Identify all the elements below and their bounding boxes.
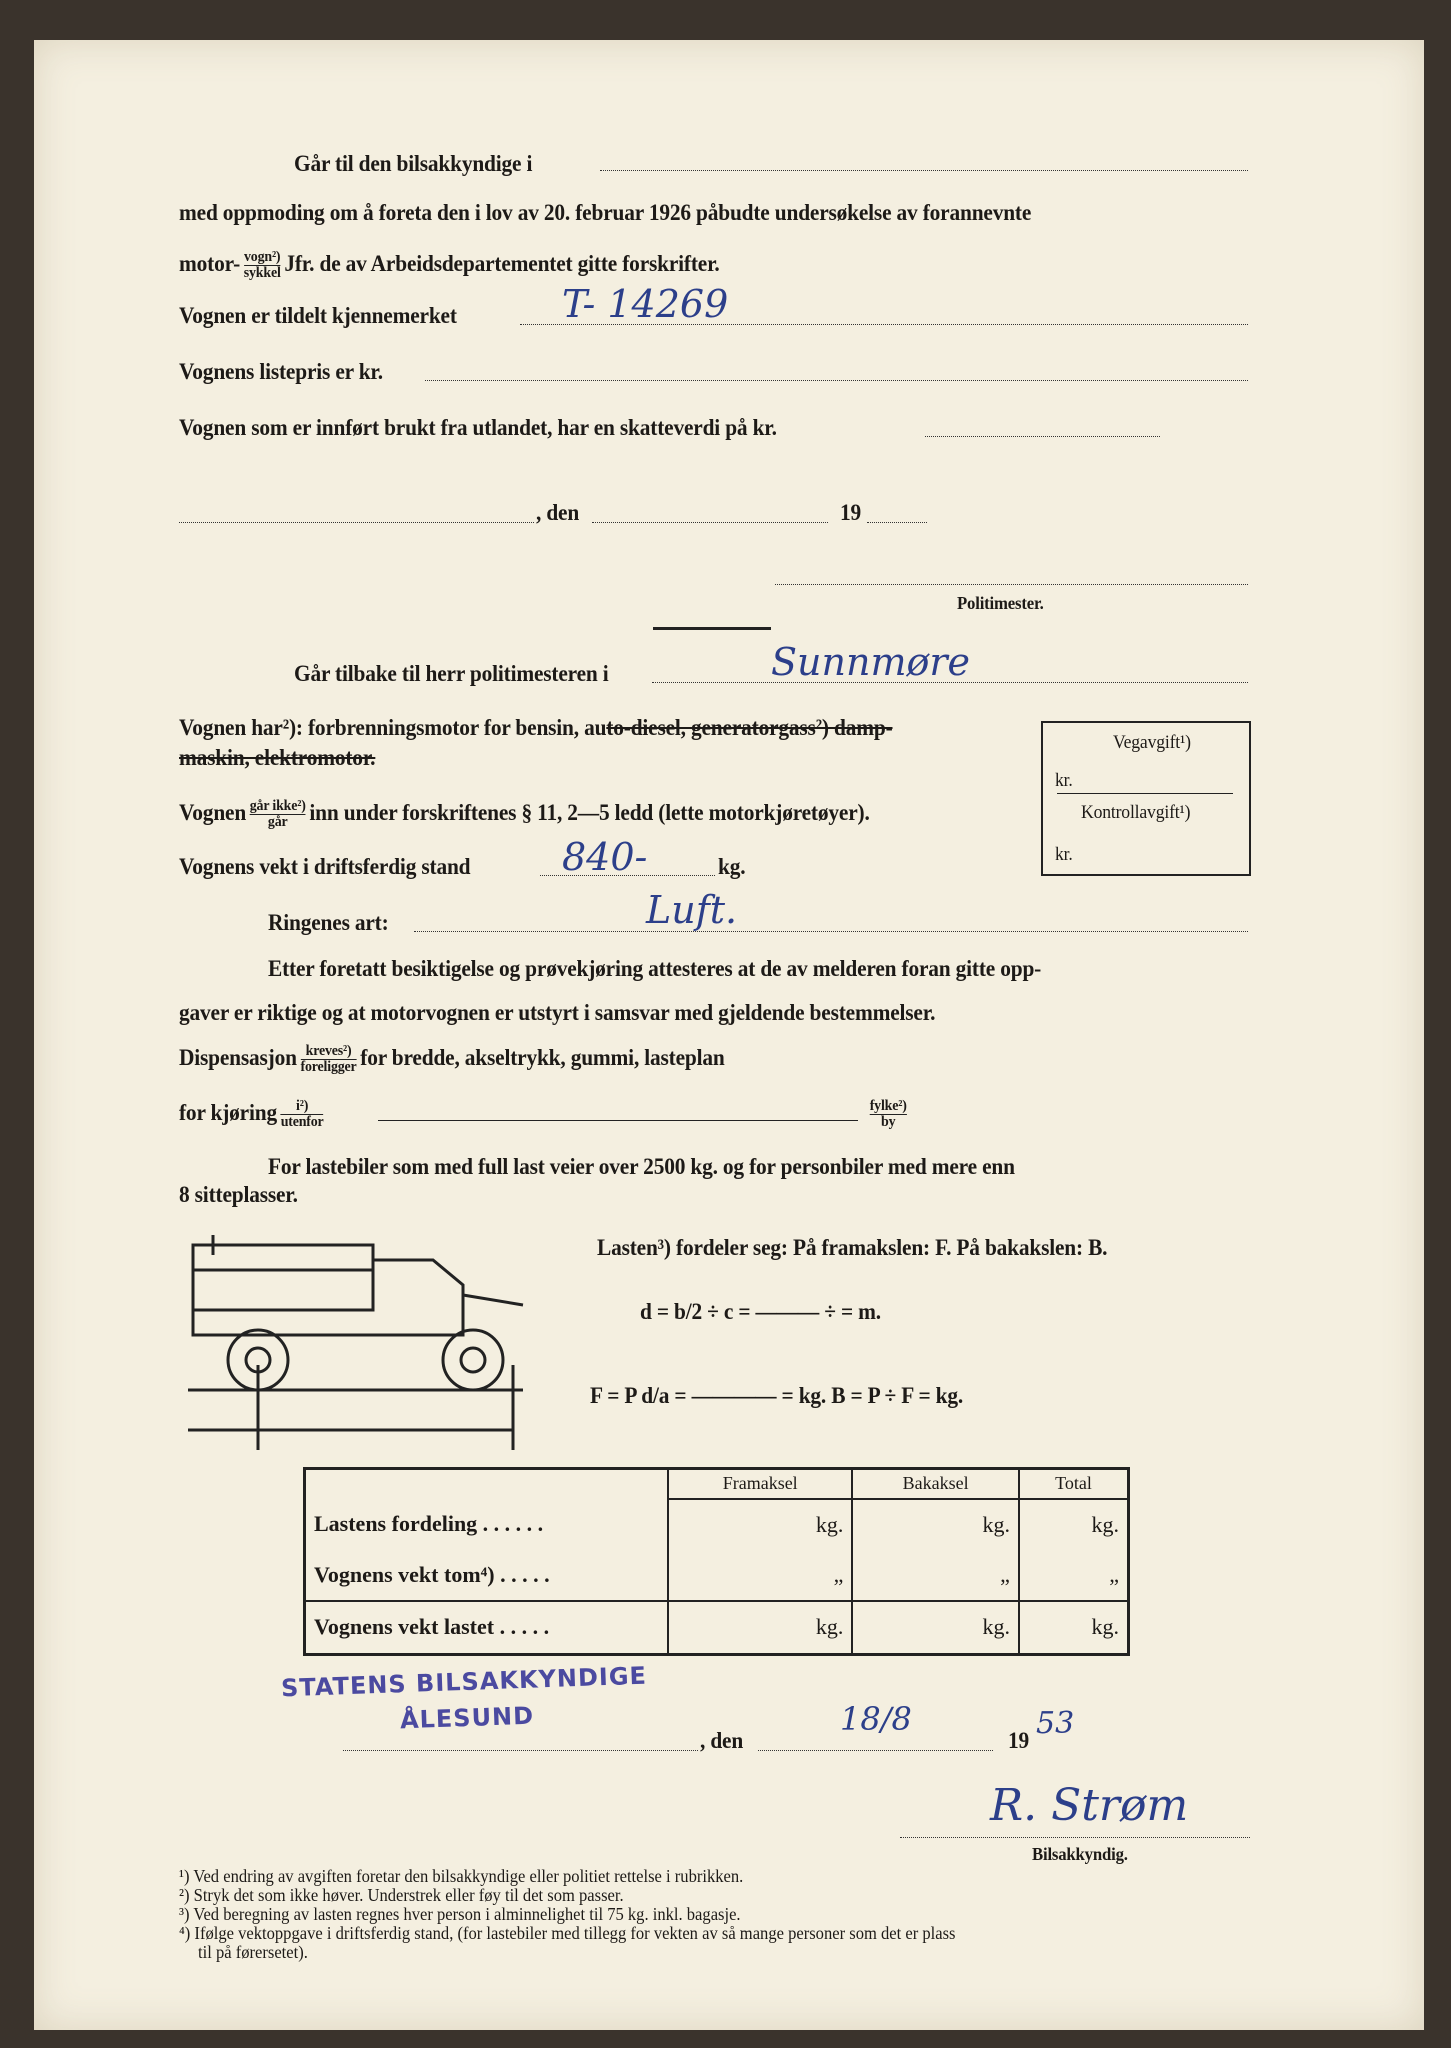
field-line — [925, 436, 1160, 437]
field-line — [867, 522, 927, 523]
den-label: , den — [536, 500, 580, 525]
divider — [1057, 793, 1233, 794]
signature-line — [775, 584, 1248, 585]
kg-label: kg. — [718, 854, 746, 879]
text: motor- — [179, 250, 241, 276]
line-listepris: Vognens listepris er kr. — [179, 359, 383, 384]
year-label: 19 — [840, 500, 862, 525]
kr-label: kr. — [1055, 844, 1073, 865]
struck-text: to-diesel, generatorgass²) damp- — [606, 715, 893, 740]
handwritten-date: 18/8 — [840, 1700, 912, 1738]
den: går — [267, 814, 288, 830]
line-gar-ikke — [179, 799, 870, 830]
unit: kg. — [852, 1601, 1019, 1655]
formula-f: F = P d/a = ———— = kg. B = P ÷ F = kg. — [590, 1383, 964, 1408]
bilsakkyndig-label: Bilsakkyndig. — [1032, 1844, 1128, 1864]
handwritten-year: 53 — [1036, 1706, 1075, 1741]
kr-label: kr. — [1055, 770, 1073, 791]
text: Dispensasjon — [179, 1044, 297, 1070]
field-line — [425, 380, 1248, 381]
kontrollavgift-label: Kontrollavgift¹) — [1081, 802, 1191, 823]
num: vogn²) — [243, 249, 281, 265]
divider — [653, 627, 771, 630]
unit: „ — [1019, 1550, 1129, 1601]
year-label: 19 — [1008, 1728, 1030, 1753]
header-total: Total — [1019, 1469, 1129, 1499]
unit: kg. — [668, 1499, 852, 1550]
footnote-3: ³) Ved beregning av lasten regnes hver person i alminnelighet til 75 kg. inkl. bagasje. — [179, 1904, 741, 1924]
num: kreves²) — [301, 1044, 357, 1060]
handwritten-signature: R. Strøm — [990, 1780, 1189, 1831]
row-label: Vognens vekt lastet . . . . . — [314, 1614, 550, 1640]
line-attest: Etter foretatt besiktigelse og prøvekjøring attesteres at de av melderen foran gitte opp- — [268, 956, 1042, 981]
line-kjennemerket: Vognen er tildelt kjennemerket — [179, 303, 457, 328]
footnote-2: ²) Stryk det som ikke høver. Understrek eller føy til det som passer. — [179, 1885, 624, 1905]
truck-diagram — [183, 1215, 535, 1450]
num: fylke²) — [869, 1098, 907, 1114]
fraction — [244, 250, 281, 281]
den-label: , den — [700, 1728, 744, 1753]
handwritten-weight: 840- — [562, 835, 648, 879]
fraction — [250, 799, 306, 830]
text: Jfr. de av Arbeidsdepartementet gitte forskrifter. — [284, 250, 720, 276]
footnote-1: ¹) Ved endring av avgiften foretar den bilsakkyndige eller politiet rettelse i rubrikken. — [179, 1866, 744, 1886]
footnote-4: ⁴) Ifølge vektoppgave i driftsferdig stand, (for lastebiler med tillegg for vekten av så mange personer som det er plass — [179, 1923, 956, 1943]
unit: kg. — [852, 1499, 1019, 1550]
stamp-line2: ÅLESUND — [399, 1701, 535, 1735]
text: Vognen — [179, 799, 247, 825]
header-framaksel: Framaksel — [668, 1469, 852, 1499]
line-motor — [179, 250, 720, 281]
unit: kg. — [1019, 1499, 1129, 1550]
den: sykkel — [243, 265, 281, 281]
header-bakaksel: Bakaksel — [852, 1469, 1019, 1499]
field-line — [343, 1750, 698, 1751]
den: utenfor — [280, 1114, 324, 1130]
line-sitteplasser: 8 sitteplasser. — [179, 1182, 298, 1207]
footnote-4-cont: til på førersetet). — [198, 1942, 308, 1962]
line-gaver: gaver er riktige og at motorvognen er utstyrt i samsvar med gjeldende bestemmelser. — [179, 1000, 936, 1025]
line-lastebiler: For lastebiler som med full last veier over 2500 kg. og for personbiler med mere enn — [268, 1154, 1015, 1179]
vegavgift-label: Vegavgift¹) — [1113, 732, 1191, 753]
line-maskin — [179, 746, 375, 769]
text: Vognen har²): forbrenningsmotor for bensin, au — [179, 715, 607, 740]
line-kjoring — [179, 1099, 327, 1130]
load-table — [303, 1467, 1130, 1656]
stamp-line1: STATENS BILSAKKYNDIGE — [280, 1661, 648, 1703]
formula-d: d = b/2 ÷ c = ——— ÷ = m. — [640, 1299, 881, 1324]
text: for bredde, akseltrykk, gummi, lasteplan — [360, 1044, 725, 1070]
fraction — [870, 1099, 907, 1130]
line-ringenes: Ringenes art: — [268, 910, 389, 935]
row-label: Lastens fordeling . . . . . . — [314, 1511, 544, 1537]
text: for kjøring — [179, 1099, 277, 1125]
fraction — [281, 1099, 324, 1130]
field-line — [179, 522, 534, 523]
handwritten-registration: T- 14269 — [562, 282, 729, 326]
text: inn under forskriftenes § 11, 2—5 ledd (lette motorkjøretøyer). — [309, 799, 870, 825]
line-gar-tilbake: Går tilbake til herr politimesteren i — [294, 661, 609, 686]
line-skatteverdi: Vognen som er innført brukt fra utlandet, har en skatteverdi på kr. — [179, 415, 777, 440]
num: går ikke²) — [249, 798, 306, 814]
handwritten-tyre: Luft. — [646, 888, 738, 932]
field-line — [414, 931, 1248, 932]
lasten-line: Lasten³) fordeler seg: På framakslen: F. På bakakslen: B. — [597, 1235, 1108, 1260]
line-vekt: Vognens vekt i driftsferdig stand — [179, 854, 471, 879]
fylke-fraction — [866, 1099, 910, 1130]
den: by — [881, 1114, 896, 1130]
signature-line — [900, 1837, 1250, 1838]
line-dispensasjon — [179, 1044, 725, 1075]
row-label: Vognens vekt tom⁴) . . . . . — [314, 1561, 550, 1587]
unit: „ — [852, 1550, 1019, 1601]
den: foreligger — [300, 1059, 357, 1075]
num: i²) — [281, 1099, 324, 1115]
field-line — [592, 522, 828, 523]
politimester-label: Politimester. — [957, 593, 1044, 613]
struck-text: maskin, elektromotor. — [179, 745, 376, 770]
fee-box — [1041, 721, 1251, 876]
blank-cell — [305, 1469, 669, 1499]
fraction — [301, 1044, 357, 1075]
line-oppmoding: med oppmoding om å foreta den i lov av 20. februar 1926 påbudte undersøkelse av forannevnte — [179, 200, 1032, 225]
field-line — [378, 1120, 858, 1121]
field-line — [758, 1750, 993, 1751]
line-motor-type — [179, 716, 893, 739]
line-bilsakkyndige: Går til den bilsakkyndige i — [294, 151, 533, 176]
handwritten-place: Sunnmøre — [771, 640, 971, 684]
unit: „ — [668, 1550, 852, 1601]
unit: kg. — [1019, 1601, 1129, 1655]
field-line — [600, 170, 1248, 171]
unit: kg. — [668, 1601, 852, 1655]
